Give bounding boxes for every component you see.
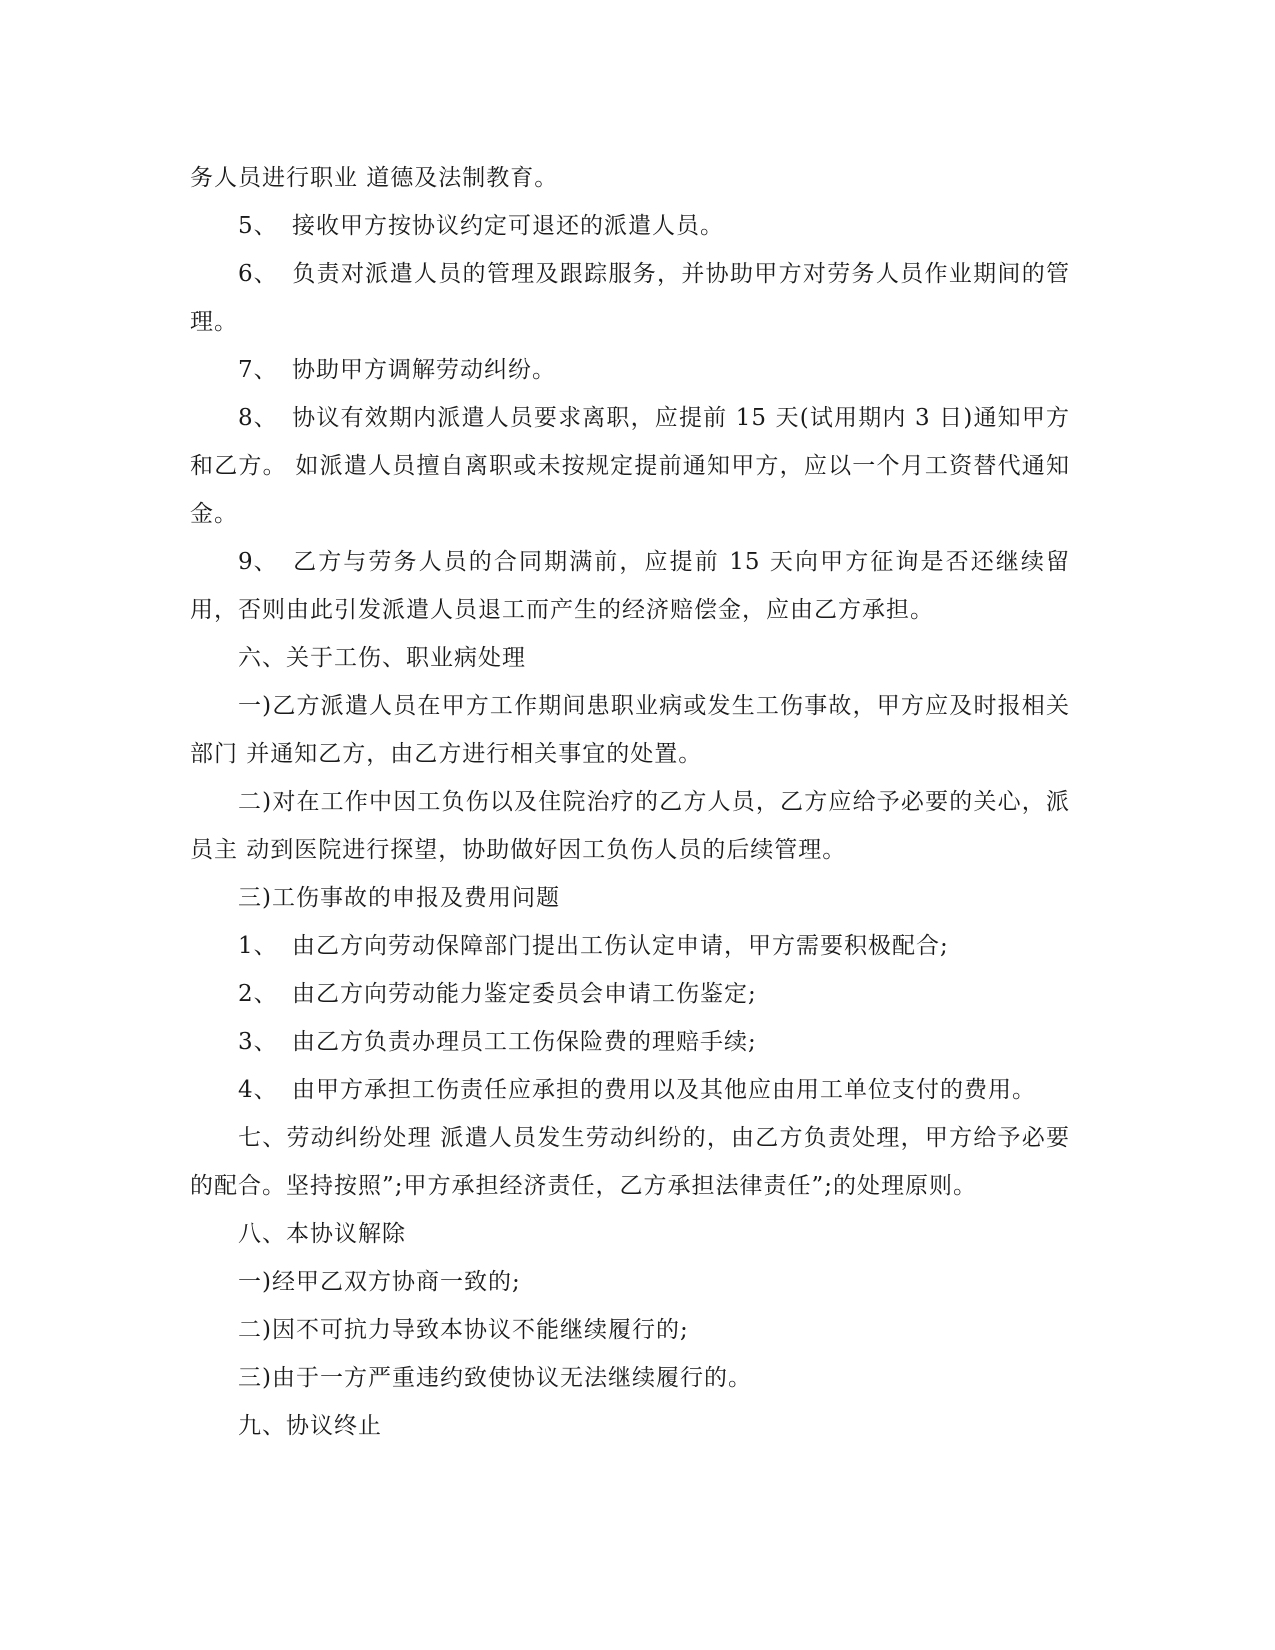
clause-number: 1、	[238, 933, 278, 959]
paragraph-text: 二)因不可抗力导致本协议不能继续履行的;	[238, 1317, 689, 1343]
clause-number: 5、	[238, 213, 278, 239]
paragraph-text: 七、劳动纠纷处理 派遣人员发生劳动纠纷的，由乙方负责处理，甲方给予必要的配合。坚持按照”;甲方承担经济责任，乙方承担法律责任”;的处理原则。	[190, 1125, 1070, 1199]
paragraph-text: 务人员进行职业 道德及法制教育。	[190, 165, 559, 191]
termination-item-3	[190, 1354, 1070, 1402]
paragraph-text: 接收甲方按协议约定可退还的派遣人员。	[292, 213, 724, 239]
paragraph-text: 协议有效期内派遣人员要求离职，应提前 15 天(试用期内 3 日)通知甲方和乙方。 如派遣人员擅自离职或未按规定提前通知甲方，应以一个月工资替代通知金。	[190, 405, 1070, 527]
section-heading-9	[190, 1402, 1070, 1450]
paragraph-text: 由乙方负责办理员工工伤保险费的理赔手续;	[292, 1029, 757, 1055]
clause-number: 4、	[238, 1077, 278, 1103]
paragraph-text: 由甲方承担工伤责任应承担的费用以及其他应由用工单位支付的费用。	[292, 1077, 1036, 1103]
clause-7	[190, 346, 1070, 394]
section-heading-7	[190, 1114, 1070, 1210]
section-heading-8	[190, 1210, 1070, 1258]
clause-4	[190, 1066, 1070, 1114]
clause-8	[190, 394, 1070, 538]
paragraph-text: 由乙方向劳动保障部门提出工伤认定申请，甲方需要积极配合;	[292, 933, 949, 959]
clause-number: 6、	[238, 261, 278, 287]
subclause-3	[190, 874, 1070, 922]
clause-6	[190, 250, 1070, 346]
document-body	[190, 154, 1070, 1450]
clause-2	[190, 970, 1070, 1018]
section-heading: 九、协议终止	[238, 1413, 382, 1439]
subclause-2	[190, 778, 1070, 874]
subclause-1	[190, 682, 1070, 778]
clause-number: 2、	[238, 981, 278, 1007]
clause-5	[190, 202, 1070, 250]
paragraph-text: 协助甲方调解劳动纠纷。	[292, 357, 556, 383]
paragraph-text: 二)对在工作中因工负伤以及住院治疗的乙方人员，乙方应给予必要的关心，派员主 动到医院进行探望，协助做好因工负伤人员的后续管理。	[190, 789, 1070, 863]
termination-item-1	[190, 1258, 1070, 1306]
clause-number: 3、	[238, 1029, 278, 1055]
clause-1	[190, 922, 1070, 970]
paragraph-text: 乙方与劳务人员的合同期满前，应提前 15 天向甲方征询是否还继续留用，否则由此引发派遣人员退工而产生的经济赔偿金，应由乙方承担。	[190, 549, 1070, 623]
clause-3	[190, 1018, 1070, 1066]
section-heading: 八、本协议解除	[238, 1221, 406, 1247]
paragraph	[190, 154, 1070, 202]
clause-number: 7、	[238, 357, 278, 383]
paragraph-text: 负责对派遣人员的管理及跟踪服务，并协助甲方对劳务人员作业期间的管理。	[190, 261, 1070, 335]
paragraph-text: 三)由于一方严重违约致使协议无法继续履行的。	[238, 1365, 752, 1391]
paragraph-text: 三)工伤事故的申报及费用问题	[238, 885, 560, 911]
section-heading-6	[190, 634, 1070, 682]
paragraph-text: 由乙方向劳动能力鉴定委员会申请工伤鉴定;	[292, 981, 757, 1007]
clause-9	[190, 538, 1070, 634]
termination-item-2	[190, 1306, 1070, 1354]
section-heading: 六、关于工伤、职业病处理	[238, 645, 526, 671]
paragraph-text: 一)经甲乙双方协商一致的;	[238, 1269, 521, 1295]
clause-number: 8、	[238, 405, 278, 431]
clause-number: 9、	[238, 549, 278, 575]
paragraph-text: 一)乙方派遣人员在甲方工作期间患职业病或发生工伤事故，甲方应及时报相关部门 并通知乙方，由乙方进行相关事宜的处置。	[190, 693, 1070, 767]
